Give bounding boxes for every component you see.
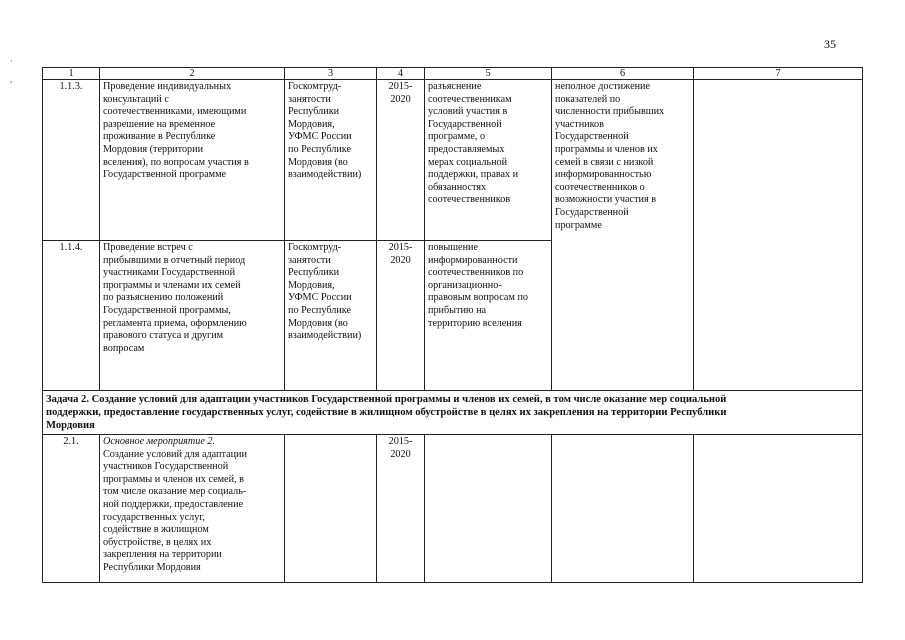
result-text: мерах социальной [428,156,508,168]
period-text: 2020 [390,93,411,105]
measure-text: программы и членов их семей, в [103,473,244,485]
executor-text: УФМС России [288,131,352,143]
column-number: 7 [694,68,863,80]
task-text: поддержки, предоставление государственных услуг, содействие в жилищном обустройстве в целях их закрепления на территории Республики [46,407,727,418]
measure-text: закрепления на территории [103,549,222,561]
row-code: 1.1.3. [43,80,100,241]
consequence-text: семей в связи с низкой [555,156,654,168]
consequence-text: численности прибывших [555,106,665,118]
period-text: 2015- [388,436,413,447]
measure-text: регламента приема, оформлению [103,317,247,329]
consequence-text: программе [555,219,602,231]
executor-text: Госкомтруд- [288,242,342,253]
executor-text: занятости [288,93,331,105]
executor-text: Госкомтруд- [288,81,342,92]
measure-text: правового статуса и другим [103,330,224,342]
measure-text: Создание условий для адаптации [103,448,247,460]
measure-text: обустройстве, в целях их [103,536,212,548]
measure-text: программы и членами их семей [103,279,241,291]
result-text: условий участия в [428,106,508,118]
empty-cell [425,435,552,583]
measure-text: вопросам [103,342,145,354]
period-text: 2020 [390,254,411,266]
column-number: 6 [552,68,694,80]
executor-cell [285,241,377,391]
executor-cell [285,80,377,241]
measure-text: участников Государственной [103,461,229,473]
result-text: Государственной [428,118,502,130]
result-text: соотечественников [428,194,511,206]
measure-text: содействие в жилищном [103,524,209,536]
measure-text: Проведение индивидуальных [103,81,232,92]
period-text: 2020 [390,448,411,460]
measure-text: Проведение встреч с [103,242,193,253]
column-number: 4 [377,68,425,80]
main-measure-title: Основное мероприятие 2. [103,436,216,447]
row-code: 1.1.4. [43,241,100,391]
period-cell [377,80,425,241]
executor-text: УФМС России [288,292,352,304]
executor-text: занятости [288,254,331,266]
column-number: 1 [43,68,100,80]
measure-text: прибывшими в отчетный период [103,254,246,266]
result-text: обязанностях [428,181,487,193]
executor-text: по Республике [288,304,352,316]
executor-text: Мордовия (во [288,156,348,168]
measure-text: Государственной программы, [103,304,231,316]
result-text: прибытию на [428,304,487,316]
table-row [43,80,863,241]
consequence-cell [552,80,694,391]
program-table [42,67,863,583]
task-text: Задача 2. Создание условий для адаптации участников Государственной программы и членов их семей, в том числе оказание мер социальной [46,394,727,405]
measure-text: Государственной программе [103,169,227,181]
consequence-text: возможности участия в [555,194,657,206]
result-cell [425,241,552,391]
measure-text: участниками Государственной [103,267,236,279]
empty-cell [552,435,694,583]
result-text: предоставляемых [428,143,505,155]
result-text: поддержки, правах и [428,169,519,181]
consequence-text: показателей по [555,93,621,105]
empty-cell [694,435,863,583]
result-text: программе, о [428,131,486,143]
executor-text: Республики [288,106,340,118]
executor-text: Мордовия, [288,118,335,130]
executor-text: взаимодействии) [288,330,362,342]
task-row [43,391,863,435]
column-number: 2 [100,68,285,80]
task-text: Мордовия [46,420,95,431]
executor-text: Республики [288,267,340,279]
measure-text: Мордовия (территории [103,143,204,155]
executor-text: Мордовия (во [288,317,348,329]
period-cell [377,435,425,583]
margin-mark: · [10,56,13,66]
measure-text: по разъяснению положений [103,292,224,304]
executor-text: взаимодействии) [288,169,362,181]
measure-text: Республики Мордовия [103,561,201,573]
measure-text: проживание в Республике [103,131,216,143]
consequence-text: Государственной [555,131,629,143]
result-cell [425,80,552,241]
consequence-text: соотечественников о [555,181,645,193]
measure-text: консультаций с [103,93,169,105]
result-text: повышение [428,242,478,253]
result-text: территорию вселения [428,317,522,329]
column-number: 3 [285,68,377,80]
measure-cell [100,241,285,391]
measure-text: вселения), по вопросам участия в [103,156,249,168]
column-number: 5 [425,68,552,80]
measure-text: разрешение на временное [103,118,216,130]
period-text: 2015- [388,81,413,92]
empty-cell [285,435,377,583]
measure-cell [100,435,285,583]
measure-text: том числе оказание мер социаль- [103,486,247,498]
consequence-text: информированностью [555,169,652,181]
column-number-row [43,68,863,80]
result-text: информированности [428,254,518,266]
consequence-text: программы и членов их [555,143,658,155]
result-text: организационно- [428,279,502,291]
measure-cell [100,80,285,241]
result-text: соотечественникам [428,93,512,105]
result-text: разъяснение [428,81,482,92]
measure-text: ной поддержки, предоставление [103,498,244,510]
measure-text: соотечественниками, имеющими [103,106,247,118]
table-row [43,435,863,583]
consequence-text: неполное достижение [555,81,651,92]
executor-text: Мордовия, [288,279,335,291]
period-text: 2015- [388,242,413,253]
result-text: соотечественников по [428,267,524,279]
margin-mark: , [10,74,13,84]
result-text: правовым вопросам по [428,292,528,304]
executor-text: по Республике [288,143,352,155]
period-cell [377,241,425,391]
task-heading [43,391,863,435]
consequence-text: участников [555,118,604,130]
consequence-text: Государственной [555,206,629,218]
page-number: 35 [824,37,836,51]
empty-cell [694,80,863,391]
row-code: 2.1. [43,435,100,583]
measure-text: государственных услуг, [103,511,205,523]
